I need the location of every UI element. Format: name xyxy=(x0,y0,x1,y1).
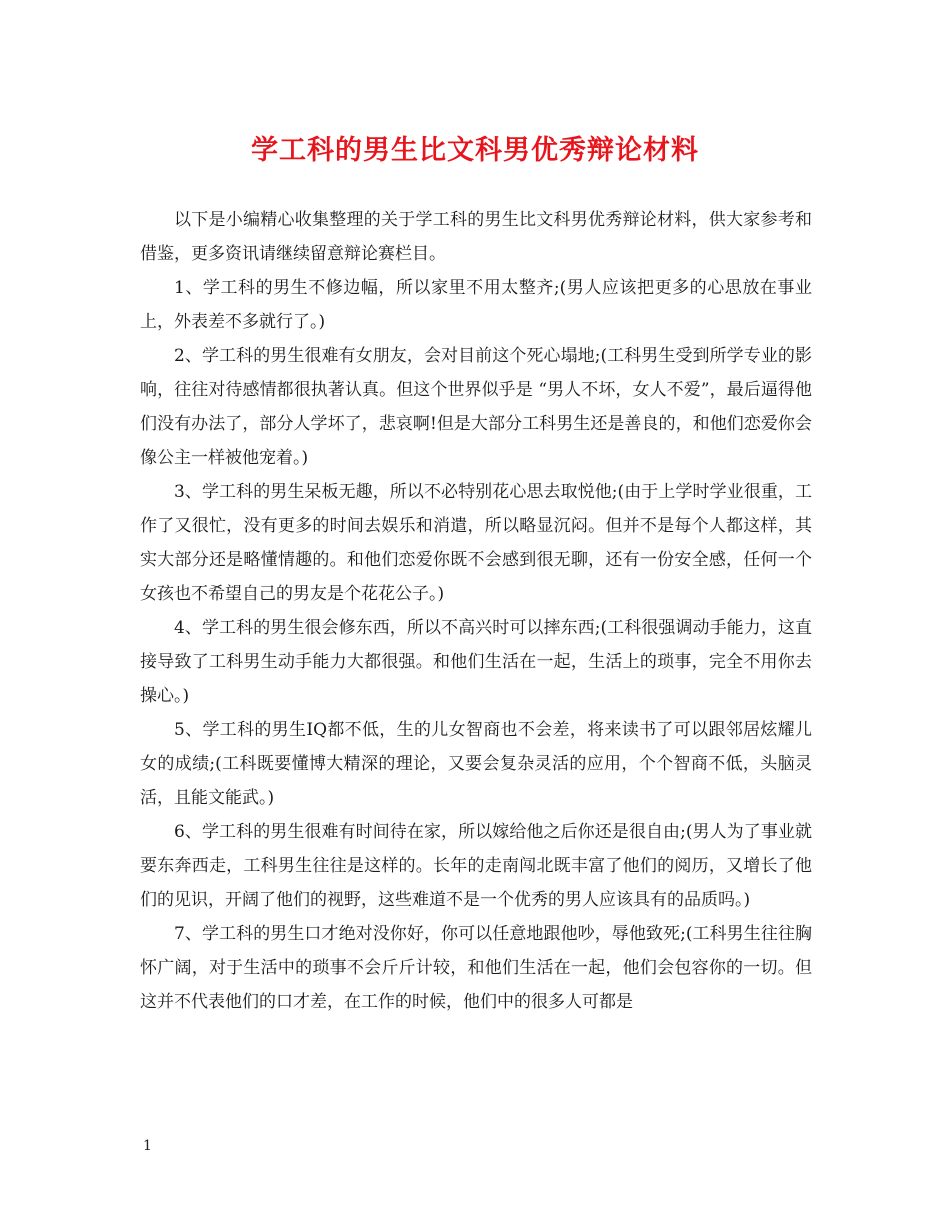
paragraph-point-3: 3、学工科的男生呆板无趣，所以不必特别花心思去取悦他;(由于上学时学业很重，工作了又很忙，没有更多的时间去娱乐和消遣，所以略显沉闷。但并不是每个人都这样，其实大部分还是略懂情趣的。和他们恋爱你既不会感到很无聊，还有一份安全感，任何一个女孩也不希望自己的男友是个花花公子。) xyxy=(140,482,812,604)
document-title: 学工科的男生比文科男优秀辩论材料 xyxy=(251,135,699,166)
document-body xyxy=(140,203,812,1019)
paragraph-point-2: 2、学工科的男生很难有女朋友，会对目前这个死心塌地;(工科男生受到所学专业的影响，往往对待感情都很执著认真。但这个世界似乎是 “男人不坏，女人不爱”，最后逼得他们没有办法了，部分人学坏了，悲哀啊!但是大部分工科男生还是善良的，和他们恋爱你会像公主一样被他宠着。) xyxy=(140,346,812,468)
paragraph-point-1: 1、学工科的男生不修边幅，所以家里不用太整齐;(男人应该把更多的心思放在事业上，外表差不多就行了。) xyxy=(140,278,812,332)
paragraph-intro: 以下是小编精心收集整理的关于学工科的男生比文科男优秀辩论材料，供大家参考和借鉴，更多资讯请继续留意辩论赛栏目。 xyxy=(140,210,812,264)
paragraph-point-4: 4、学工科的男生很会修东西，所以不高兴时可以摔东西;(工科很强调动手能力，这直接导致了工科男生动手能力大都很强。和他们生活在一起，生活上的琐事，完全不用你去操心。) xyxy=(140,618,812,706)
paragraph-point-7: 7、学工科的男生口才绝对没你好，你可以任意地跟他吵，辱他致死;(工科男生往往胸怀广阔，对于生活中的琐事不会斤斤计较，和他们生活在一起，他们会包容你的一切。但这并不代表他们的口才差，在工作的时候，他们中的很多人可都是 xyxy=(140,924,812,1012)
page-number: 1 xyxy=(143,1138,152,1154)
paragraph-point-5: 5、学工科的男生IQ都不低，生的儿女智商也不会差，将来读书了可以跟邻居炫耀儿女的成绩;(工科既要懂博大精深的理论，又要会复杂灵活的应用，个个智商不低，头脑灵活，且能文能武。) xyxy=(140,720,812,808)
paragraph-point-6: 6、学工科的男生很难有时间待在家，所以嫁给他之后你还是很自由;(男人为了事业就要东奔西走，工科男生往往是这样的。长年的走南闯北既丰富了他们的阅历，又增长了他们的见识，开阔了他们的视野，这些难道不是一个优秀的男人应该具有的品质吗。) xyxy=(140,822,812,910)
